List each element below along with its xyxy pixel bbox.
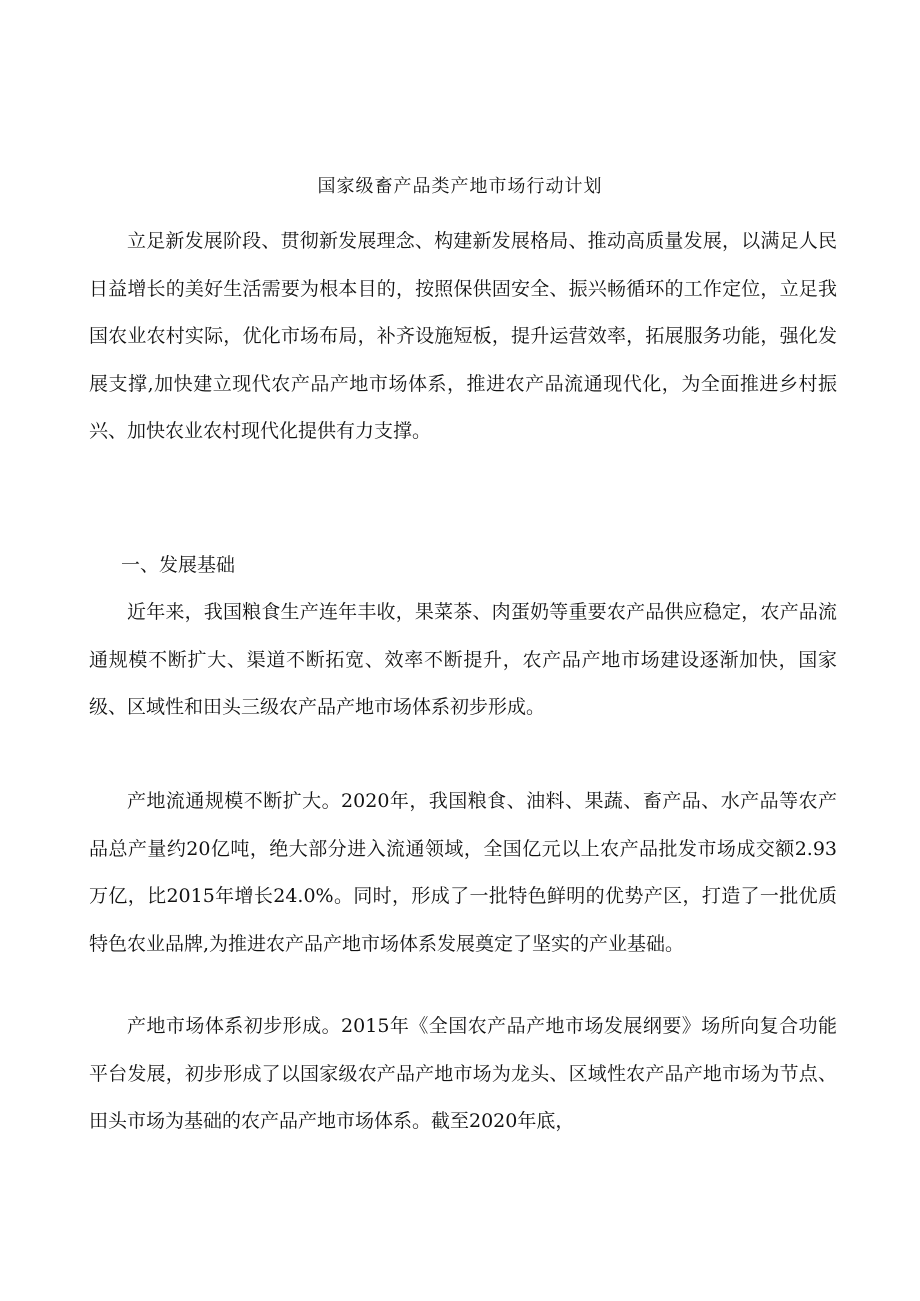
intro-paragraph: 立足新发展阶段、贯彻新发展理念、构建新发展格局、推动高质量发展，以满足人民日益增长的美好生活需要为根本目的，按照保供固安全、振兴畅循环的工作定位，立足我国农业农村实际，优化市场布局，补齐设施短板，提升运营效率，拓展服务功能，强化发展支撑,加快建立现代农产品产地市场体系，推进农产品流通现代化，为全面推进乡村振兴、加快农业农村现代化提供有力支撑。 (89, 230, 837, 442)
section-paragraph-overview: 近年来，我国粮食生产连年丰收，果菜茶、肉蛋奶等重要农产品供应稳定，农产品流通规模不断扩大、渠道不断拓宽、效率不断提升，农产品产地市场建设逐渐加快，国家级、区域性和田头三级农产品产地市场体系初步形成。 (89, 601, 837, 718)
document-title: 国家级畜产品类产地市场行动计划 (317, 176, 603, 197)
section-paragraph-market-system: 产地市场体系初步形成。2015年《全国农产品产地市场发展纲要》场所向复合功能平台发展，初步形成了以国家级农产品产地市场为龙头、区域性农产品产地市场为节点、田头市场为基础的农产品产地市场体系。截至2020年底， (89, 1015, 837, 1132)
section-heading-development-basis: 一、发展基础 (121, 554, 236, 576)
section-paragraph-circulation-scale: 产地流通规模不断扩大。2020年，我国粮食、油料、果蔬、畜产品、水产品等农产品总产量约20亿吨，绝大部分进入流通领域，全国亿元以上农产品批发市场成交额2.93万亿，比2015年增长24.0%。同时，形成了一批特色鲜明的优势产区，打造了一批优质特色农业品牌,为推进农产品产地市场体系发展奠定了坚实的产业基础。 (89, 790, 837, 955)
